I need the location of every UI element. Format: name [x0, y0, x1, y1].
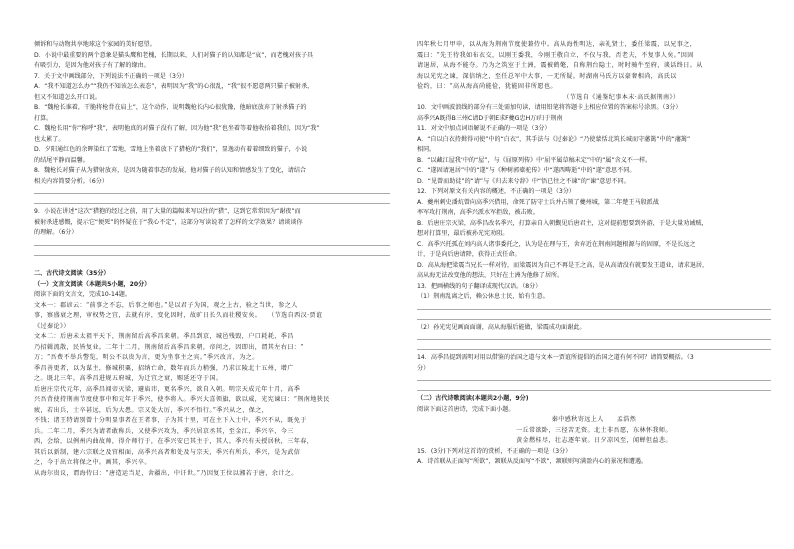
text-line: 率军攻打荆南，高季兴派水军拒敌，被击败。: [417, 209, 539, 216]
answer-line: [34, 187, 390, 194]
text-line: D．小说中最重要的两个意象是猫头鹰和老槐，长期以来，人们对猫子的认知都是“哀”，而老槐对孩子具: [34, 51, 314, 59]
passage-line: 震曰：“先王待我如布衣交，以刚王委我，今刚王敬自立，不仅与我，否老夫，不复事人矣。”因固: [417, 51, 694, 59]
text-line: 相关内容简要分析。（6分）: [34, 177, 108, 185]
passage-line: （节选自《通鉴纪事本末·高氏据荆南》）: [417, 93, 680, 101]
answer-line: [417, 313, 771, 320]
text-line: 15．(3分)下列对这首诗的赏析，不正确的一项是（3分）: [417, 447, 572, 455]
answer-line: [34, 239, 390, 246]
text-line: 12．下列对原文有关内容的概述，不正确的一项是（3分）: [417, 188, 575, 195]
text-line: C．高季兴托孤在刘内高人诸事委托之，认为是在理与王，舍弃近在荆南问题根源与的固原，不是长远之: [417, 240, 696, 248]
section-heading: （一）文言文阅读（本题共5小题，20分）: [34, 280, 151, 288]
text-line: 相同。: [417, 146, 436, 153]
answer-line: [34, 197, 390, 204]
passage-line: 四年秋七月甲申，以从海为荆南节度使兼侍中。高从海性明达，亲礼贤士，委任梁震，以兄事之，: [417, 41, 697, 48]
passage-line: 俭约，曰：“高从海高尚能俭，犹能固非所愿也。: [417, 83, 557, 90]
answer-line: [417, 333, 771, 340]
text-line: 8．魏枪长对猫子从为猎射放弃，是因为随着事态的发展，他对猫子的认知和情感发生了变化，请结合: [34, 167, 307, 174]
passage-line: 其后以新制，建六宗联之及官相面，高季兴高者和处及与宗天，季兴有所兵，季兴，是为武信: [34, 448, 301, 456]
text-line: 的结尾平静而温馨。: [34, 156, 89, 164]
section-heading: 二、古代诗文阅读（35分）: [34, 270, 110, 277]
passage-line: 海以光宪之谏，深信纳之，至任总军中大事，一无所疑。时湖南马氏方以豪奢相尚，高氏以: [417, 72, 677, 80]
text-line: 11．对文中加点词语解说不正确的一项是（3分）: [417, 125, 551, 132]
text-line: 也太累了。: [34, 135, 65, 143]
passage-line: 不钱；诸王特请别曾十分明显事者在王者事，子为其十里，可在主下入士中，季兴不从，既免于: [34, 417, 307, 424]
answer-line: [417, 374, 771, 381]
text-line: D．高从海把梁震当兄长一样对待，而梁震因为自己不再是王之高，是从高请没有就要发王道业，请求退居，: [417, 261, 709, 269]
passage-line: 乃招辑流散，民皆复业。二年十二月，荆南留后高季昌来朝，帝问之，因即出，谓其左右曰：“: [34, 343, 304, 351]
text-line: 高从海无法改变他的想法，只好在土洲为他修了居所。: [417, 272, 564, 279]
passage-line: 万；“吾费不举兵警览，明公不以贵为言，更为坐事主之宾。”季兴改言，为之。: [34, 354, 259, 361]
left-column: [34, 40, 390, 479]
text-line: 有吸引力，是因为他对孩子有了解的缘由。: [34, 62, 150, 69]
answer-line: [417, 343, 771, 350]
spacer: [34, 259, 390, 270]
answer-line: [34, 249, 390, 256]
passage-line: 请退居，从海不能夺。乃为之筑室于土洲，震被鹤氅，自称荆台隐士，时时骑牛至府，谈话终日。从: [417, 62, 703, 69]
passage-line: 《过秦论》）: [34, 322, 70, 330]
passage-line: 兵。二年二月，季兴为请者敢称兵，又使季兴攻为，季兴居京丞其，至金江，季兴卒，今三: [34, 427, 294, 435]
text-line: （2）孙光宪见画面面谢，高从海服后能做，梁震成功面谢此。: [417, 323, 586, 331]
text-line: B．“魏枪长谁着，干脆将枪背在肩上”，这个动作，说明魏枪长内心很犹豫，他暗底放弃了射杀猫子的: [34, 104, 307, 111]
text-line: 计，于是向后唐请降，获得正式任命。: [417, 251, 521, 258]
text-line: A．夔州刺史潘炕曾向高季兴借用，命死了防守士兵并占领了夔州城，第二年楚王马殷派战: [417, 198, 659, 206]
text-line: 分）: [417, 364, 430, 372]
passage-line: 之，今于出立将保之中。画其，季兴卒。: [34, 459, 151, 466]
text-line: 秦中感秋寄远上人 孟浩然: [551, 416, 637, 423]
text-line: A．诗首联从正面写“所欲”，颔联从反面写“不欲”，颔联则写满盈内心的景况和遭遇。: [417, 458, 648, 465]
answer-line: [417, 384, 771, 391]
passage-line: 疲，若出兵，士卒甚远，后为大患。宗又处大厉，季兴不悟行。”季兴从之，保之，: [34, 406, 269, 414]
passage-line: 文本二：后唐未太祖平天下，荆南留后高季昌来朝。季昌到京，城邑残毁，户口耗耗，季昌: [34, 333, 294, 340]
passage-line: 之。既北三年，高季昌进规五府城，为迁宜之衰，赐延还守于国。: [34, 375, 223, 382]
passage-line: 季昌善更者，以为谋主，修城积粟，招纳亡命，数年而兵力稍强，乃求江陵北十五州，增广: [34, 364, 294, 372]
passage-line: 事，察盛衰之理，审权势之宜，去就有序，变化因时，故旷日长久而社稷安矣。 （节选自西汉·贾谊: [34, 312, 323, 319]
passage-line: 兴吾背使持荆南节度使事中和元年于季兴，使李将入。季兴大喜领旗，欲以威，光宪谏曰：“荆南地狭民: [34, 396, 330, 403]
text-line: 阅读下面这首唐诗，完成下面小题。: [417, 405, 515, 413]
text-line: C．魏枪长用“你”称呼“我”，表明他真的对猫子没有了解，因为他“我”也坐着等着他收拾着我们，因为“我”: [34, 125, 320, 132]
text-line: 黄金燃桂尽，壮志逐年衰。日夕凉风至，闻蝉但益悲。: [516, 437, 672, 444]
answer-line: [417, 303, 771, 310]
text-line: （1）荆南乱离之后，赖公休息士民，始有生意。: [417, 293, 549, 300]
text-line: 想对打算里，最后被孙光宪劝阻。: [417, 230, 509, 237]
text-line: 10．文中画波浪线的部分有三处需加句读，请用铅笔将答题卡上相应位置的答案标号涂黑。（3分）: [417, 104, 682, 111]
text-line: 7．关于文中画线部分，下列说法不正确的一项是（3分）: [34, 72, 189, 80]
text-line: 高季兴A既得B三州C请D于朝E求F夔G忠H万I归于荆南: [417, 114, 563, 122]
text-line: 14．高季昌提到需明对用以借鉴的治国之道与文本一贾谊所提倡的治国之道有何不同？请简要概括。（3: [417, 354, 694, 361]
text-line: B．后唐庄宗灭梁，高季昌改名季兴，打算亲自入朝觐见后唐君主，这对提前想要到外游，于是大量劝诫贼，: [417, 219, 708, 227]
text-line: D．夕阳通红色的余晖染红了雪地，雪地上坐着放下了猎枪的“我们”，显逸动有着着细致的猫子，小说: [34, 146, 308, 153]
text-line: 被射杀进感慨，提示它“便死”的怀疑在于“我心不定”，这部分写读说者了怎样的文学效果？请谈谈你: [34, 218, 303, 226]
text-line: 阅读下面的文言文，完成10-14题。: [34, 291, 131, 298]
passage-line: 后唐庄宗代元年，高季昌闻帝灭梁，避庙讳，更名季兴，欲自入朝。明宗天成元年十月，高季: [34, 385, 301, 393]
text-line: 9．小说在讲述“这次”猎狍的经过之前，用了大量的篇幅来写以往的“猎”，这到它常常因为“谢夜”而: [34, 208, 301, 215]
passage-line: 西，会给，以例州内曲故帅，得介师行于，在季兴安已其主于，其人。季兴有天授居秋，三年春，: [34, 438, 314, 445]
text-line: D．“见曾而助徒”的“请”与《归去来兮辞》中“悟已往之不谏”的“谏”意思不同。: [417, 177, 630, 185]
text-line: 13．把画横线的句子翻译成现代汉语。（8分）: [417, 282, 542, 290]
right-column: [417, 40, 771, 468]
section-heading: （二）古代诗歌阅读(本题共2小题，9分): [417, 395, 529, 402]
text-line: 但又不知道怎么开口说。: [34, 93, 102, 101]
text-line: 倾诉和与动物共享地球这个家园的美好愿望。: [34, 41, 156, 48]
text-line: 的理解。（6分）: [34, 229, 78, 236]
text-line: 一丘常欲卧，三径苦无资。北土非吾愿，东林怀我师。: [516, 426, 672, 434]
text-line: 打算。: [34, 114, 53, 122]
passage-line: 文本一：郡谚云：“前事之不忘，后事之师也。”是以君子为国，观之上古，验之当世，参之人: [34, 301, 298, 309]
text-line: A．“我不知道怎么办”“我仍不知该怎么表态”，表明因为“我”的心很乱，“我”很不愿意两只猫子被射杀，: [34, 83, 314, 90]
text-line: B．“以藏江屋我’中的“屋”，与《屈原列传》中‘屈平属草稿未定”中的“属”含义不一样。: [417, 156, 652, 164]
passage-line: 从海尔贵议，谓海侍曰：“唐造运当足，舍疆出，中讦世。”乃因复王位以湘若于唐，余计之。: [34, 469, 298, 477]
text-line: C．“遂固请退居”中的“遂”与《种树郭橐驼传》中“遂西畴逝”中的“遂”意思不同。: [417, 167, 636, 174]
text-line: A．“自以白衣持揖得司使”中的“白衣”，其手法与《过秦论》“乃使蒙恬北筑长城而守藩篱”中的“藩篱”: [417, 135, 691, 143]
